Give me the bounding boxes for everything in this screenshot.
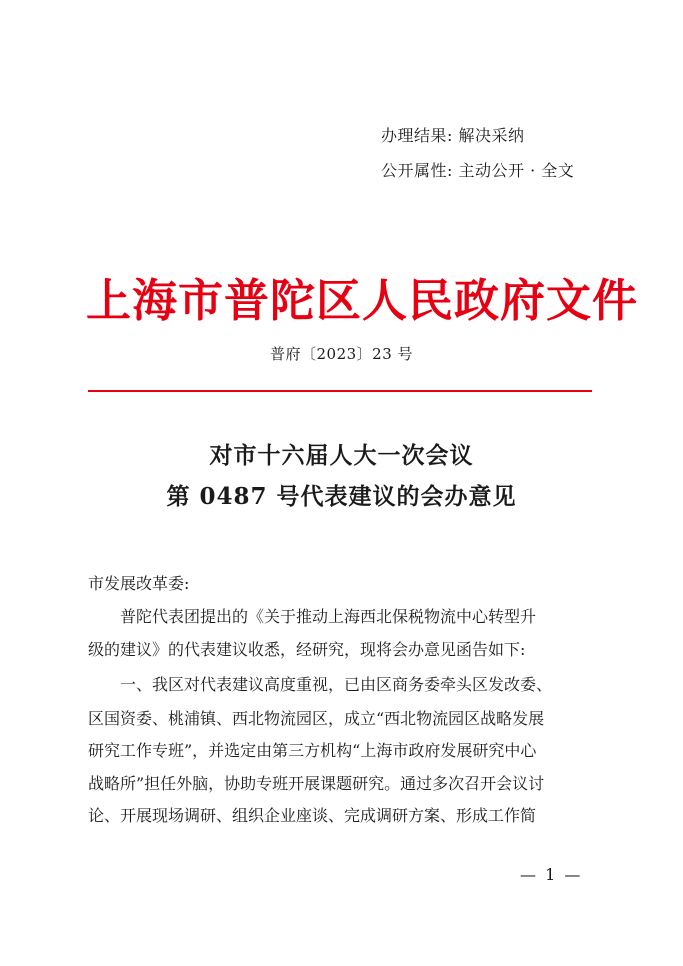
document-number: 普府〔2023〕23 号 [269,345,414,363]
handling-result: 办理结果: 解决采纳 [381,126,525,145]
recipient-line: 市发展改革委: [88,574,190,593]
document-title-line-2: 第 0487 号代表建议的会办意见 [166,483,517,510]
body-line: 战略所”担任外脑，协助专班开展课题研究。通过多次召开会议讨 [88,774,545,793]
document-issuer-heading: 上海市普陀区人民政府文件 [86,274,639,327]
disclosure-attribute: 公开属性: 主动公开 · 全文 [381,161,575,180]
red-divider-line [88,390,592,392]
body-line: 研究工作专班”，并选定由第三方机构“上海市政府发展研究中心 [88,741,537,760]
body-line: 级的建议》的代表建议收悉，经研究，现将会办意见函告如下: [88,640,526,659]
body-line: 一、我区对代表建议高度重视，已由区商务委牵头区发改委、 [120,675,553,694]
body-line: 区国资委、桃浦镇、西北物流园区，成立“西北物流园区战略发展 [88,709,545,728]
document-title-line-1: 对市十六届人大一次会议 [209,442,474,469]
body-line: 论、开展现场调研、组织企业座谈、完成调研方案、形成工作简 [88,806,537,825]
page-number: — 1 — [520,865,583,884]
body-line: 普陀代表团提出的《关于推动上海西北保税物流中心转型升 [120,607,537,626]
